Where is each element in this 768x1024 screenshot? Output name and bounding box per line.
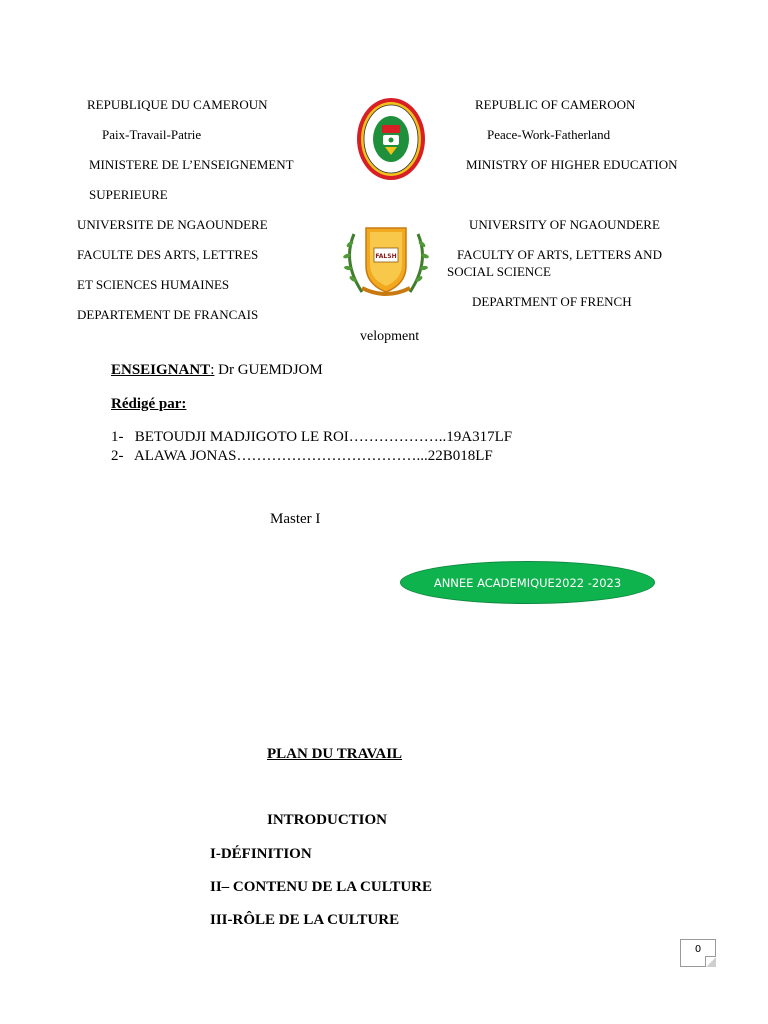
author-text: ALAWA JONAS………………………………...22B018LF	[133, 448, 493, 464]
department-en: DEPARTMENT OF FRENCH	[472, 294, 632, 309]
page-fold-icon	[705, 956, 716, 967]
motto-en: Peace-Work-Fatherland	[487, 127, 611, 142]
faculty-en-line2: SOCIAL SCIENCE	[447, 264, 551, 279]
ministry-fr-line1: MINISTERE DE L’ENSEIGNEMENT	[89, 157, 294, 172]
fragment-text: velopment	[360, 329, 420, 344]
ministry-fr-line2: SUPERIEURE	[89, 187, 168, 202]
teacher-separator: :	[210, 362, 215, 378]
academic-year-text: ANNEE ACADEMIQUE2022 -2023	[433, 575, 622, 590]
plan-section: II– CONTENU DE LA CULTURE	[210, 879, 432, 895]
teacher-label: ENSEIGNANT	[111, 362, 211, 378]
university-seal-icon	[356, 97, 426, 181]
faculty-fr-line1: FACULTE DES ARTS, LETTRES	[77, 247, 259, 262]
teacher-line	[111, 361, 323, 379]
ministry-en: MINISTRY OF HIGHER EDUCATION	[466, 157, 678, 172]
plan-section: III-RÔLE DE LA CULTURE	[210, 912, 400, 928]
department-fr: DEPARTEMENT DE FRANCAIS	[77, 307, 259, 322]
page-number: 0	[694, 944, 702, 955]
author-number: 2-	[111, 448, 124, 464]
country-en: REPUBLIC OF CAMEROON	[475, 97, 636, 112]
author-text: BETOUDJI MADJIGOTO LE ROI………………..19A317LF	[134, 429, 513, 445]
authors-label: Rédigé par:	[111, 396, 187, 412]
country-fr: REPUBLIQUE DU CAMEROUN	[87, 97, 268, 112]
plan-title: PLAN DU TRAVAIL	[267, 746, 403, 762]
plan-section: I-DÉFINITION	[210, 846, 312, 862]
faculty-laurel-emblem-icon	[340, 222, 432, 302]
faculty-en-line1: FACULTY OF ARTS, LETTERS AND	[457, 247, 662, 262]
author-number: 1-	[111, 429, 124, 445]
level: Master I	[270, 511, 321, 527]
university-fr: UNIVERSITE DE NGAOUNDERE	[77, 217, 268, 232]
academic-year-badge	[400, 561, 655, 604]
teacher-name: Dr GUEMDJOM	[214, 362, 323, 378]
faculty-emblem-text: FALSH	[375, 253, 397, 260]
author-item	[111, 428, 512, 446]
plan-introduction: INTRODUCTION	[267, 812, 388, 828]
faculty-fr-line2: ET SCIENCES HUMAINES	[77, 277, 230, 292]
university-en: UNIVERSITY OF NGAOUNDERE	[469, 217, 660, 232]
motto-fr: Paix-Travail-Patrie	[102, 127, 202, 142]
page-number-box	[680, 939, 716, 967]
author-item	[111, 447, 493, 465]
